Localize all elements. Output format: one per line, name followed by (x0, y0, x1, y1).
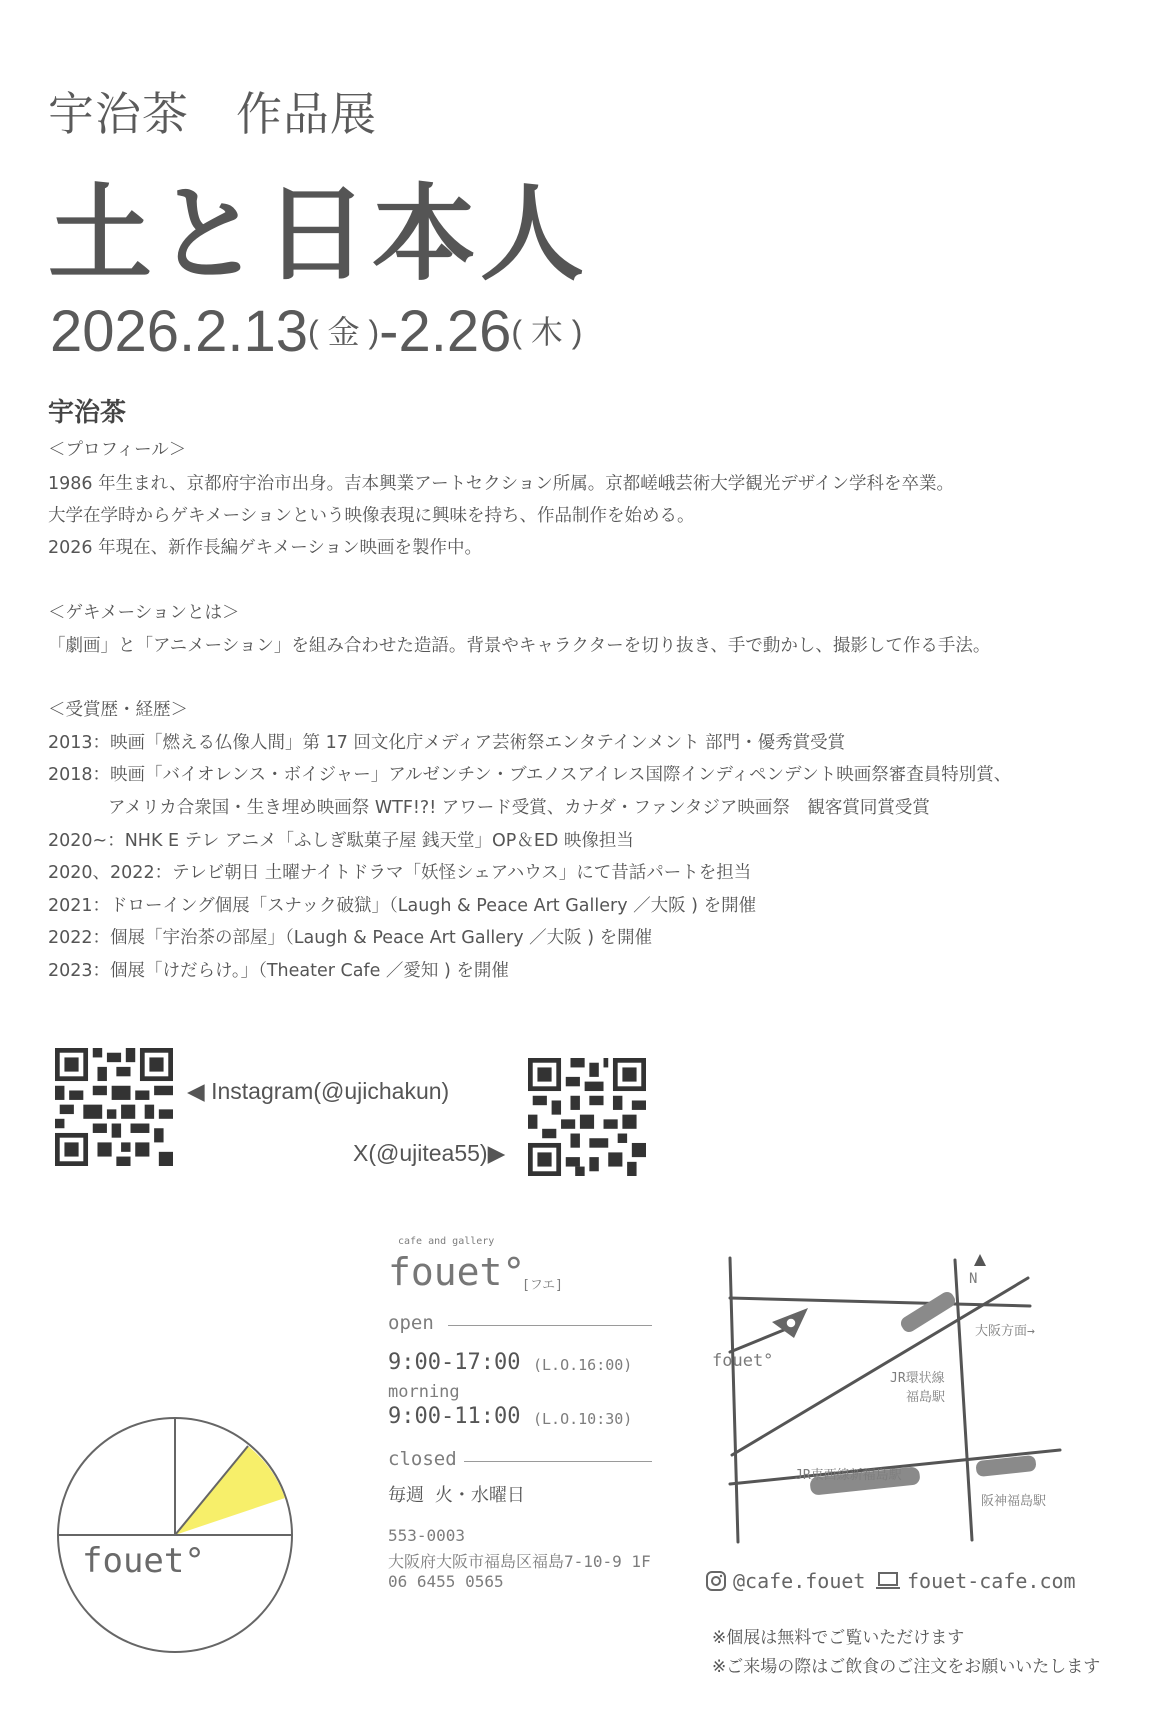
date-start-day: ( 金 ) (308, 314, 380, 350)
map-jr-loop-line: JR環状線 (890, 1371, 945, 1386)
address: 大阪府大阪市福島区福島7-10-9 1F (388, 1552, 651, 1571)
x-qr-code[interactable] (528, 1058, 646, 1176)
award-line: 2022：個展「宇治茶の部屋」（Laugh & Peace Art Gallery ／大阪 ) を開催 (48, 928, 653, 948)
exhibition-subtitle: 宇治茶 作品展 (48, 87, 377, 141)
map-north: N (969, 1271, 978, 1287)
gekimation-heading: ＜ゲキメーションとは＞ (48, 603, 240, 623)
note-line: ※個展は無料でご覧いただけます (712, 1628, 965, 1648)
exhibition-dates (50, 298, 582, 365)
closed-label: closed (388, 1448, 457, 1470)
cafe-instagram[interactable]: @cafe.fouet (733, 1569, 866, 1593)
exhibition-title: 土と日本人 (48, 172, 589, 295)
divider (448, 1325, 652, 1326)
cafe-tagline: cafe and gallery (398, 1236, 495, 1247)
map-hanshin-station: 阪神福島駅 (981, 1494, 1047, 1509)
gekimation-line: 「劇画」と「アニメーション」を組み合わせた造語。背景やキャラクターを切り抜き、手で動かし、撮影して作る手法。 (48, 636, 991, 656)
morning-label: morning (388, 1382, 460, 1402)
x-label[interactable]: X(@ujitea55)▶ (353, 1140, 506, 1166)
date-separator: - (379, 299, 399, 364)
award-line: 2023：個展「けだらけ。」（Theater Cafe ／愛知 ) を開催 (48, 961, 509, 981)
instagram-icon (705, 1570, 727, 1592)
laptop-icon (875, 1570, 901, 1592)
date-end-day: ( 木 ) (511, 314, 583, 350)
profile-line: 2026 年現在、新作長編ゲキメーション映画を製作中。 (48, 538, 483, 558)
phone: 06 6455 0565 (388, 1572, 504, 1591)
date-start: 2026.2.13 (50, 299, 309, 364)
profile-line: 1986 年生まれ、京都府宇治市出身。吉本興業アートセクション所属。京都嵯峨芸術大学観光デザイン学科を卒業。 (48, 474, 955, 494)
fouet-pie-logo (55, 1415, 295, 1655)
award-line: 2013：映画「燃える仏像人間」第 17 回文化庁メディア芸術祭エンタテインメント 部門・優秀賞受賞 (48, 733, 846, 753)
award-line: 2020、2022：テレビ朝日 土曜ナイトドラマ「妖怪シェアハウス」にて昔話パートを担当 (48, 863, 752, 883)
award-line: 2020~：NHK E テレ アニメ「ふしぎ駄菓子屋 銭天堂」OP＆ED 映像担当 (48, 831, 634, 851)
map-fouet-label: fouet° (712, 1351, 774, 1371)
award-line: 2018：映画「バイオレンス・ボイジャー」アルゼンチン・ブエノスアイレス国際インディペンデント映画祭審査員特別賞、 (48, 765, 1012, 785)
award-line: アメリカ合衆国・生き埋め映画祭 WTF!?! アワード受賞、カナダ・ファンタジア映画祭 観客賞同賞受賞 (108, 798, 930, 818)
open-label: open (388, 1312, 434, 1334)
award-line: 2021：ドローイング個展「スナック破獄」（Laugh & Peace Art Gallery ／大阪 ) を開催 (48, 896, 757, 916)
morning-hours: 9:00-11:00 (388, 1404, 521, 1429)
profile-line: 大学在学時からゲキメーションという映像表現に興味を持ち、作品制作を始める。 (48, 506, 695, 526)
profile-heading: ＜プロフィール＞ (48, 440, 187, 460)
open-hours: 9:00-17:00 (388, 1350, 521, 1375)
morning-last-order: (L.O.10:30) (533, 1410, 633, 1428)
closed-days: 毎週 火・水曜日 (388, 1485, 525, 1506)
cafe-name: fouet° (388, 1250, 526, 1294)
divider (464, 1461, 652, 1462)
cafe-name-kana: [フエ] (522, 1278, 564, 1293)
awards-heading: ＜受賞歴・経歴＞ (48, 700, 188, 720)
map-fukushima-station: 福島駅 (906, 1390, 946, 1405)
postal-code: 553-0003 (388, 1526, 466, 1545)
map-osaka-direction: 大阪方面→ (975, 1324, 1035, 1339)
cafe-website[interactable]: fouet-cafe.com (907, 1569, 1076, 1593)
instagram-qr-code[interactable] (55, 1048, 173, 1166)
fouet-logo-text: fouet° (82, 1541, 205, 1581)
artist-name: 宇治茶 (48, 398, 127, 428)
map-jr-tozai-station: JR東西線新福島駅 (795, 1468, 902, 1483)
date-end: 2.26 (398, 299, 512, 364)
instagram-label[interactable]: ◀ Instagram(@ujichakun) (187, 1078, 450, 1104)
note-line: ※ご来場の際はご飲食のご注文をお願いいたします (712, 1657, 1101, 1677)
open-last-order: (L.O.16:00) (533, 1356, 633, 1374)
